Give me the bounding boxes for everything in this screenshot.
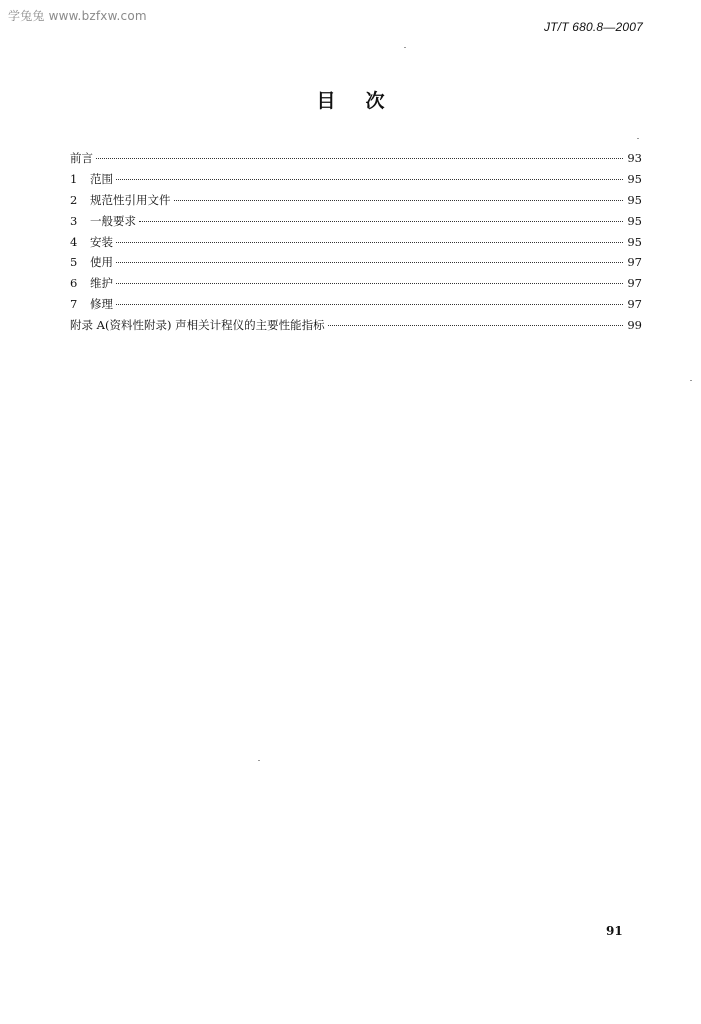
dot-leader [96,158,623,159]
toc-entry[interactable] [70,315,642,336]
toc-entry-label: 一般要求 [90,213,136,228]
toc-entry-number: 3 [70,213,78,228]
dot-leader [116,262,623,263]
toc-entry-page: 95 [627,234,642,249]
watermark-text: 学兔兔 www.bzfxw.com [8,9,147,23]
toc-entry-label: 范围 [90,171,113,186]
scan-speck [637,138,639,139]
scan-speck [690,380,692,381]
toc-entry[interactable] [70,211,642,232]
dot-leader [116,304,623,305]
toc-entry-number: 5 [70,255,78,270]
toc-entry-label: 附录 A(资料性附录) 声相关计程仪的主要性能指标 [70,318,325,333]
toc-entry-label: 规范性引用文件 [90,192,171,207]
toc-entry-number: 7 [70,297,78,312]
toc-entry-page: 95 [627,171,642,186]
toc-entry[interactable] [70,294,642,315]
dot-leader [116,283,623,284]
dot-leader [139,221,623,222]
standard-code: JT/T 680.8—2007 [543,20,643,34]
toc-entry-page: 97 [627,276,642,291]
dot-leader [174,200,624,201]
toc-entry-page: 99 [627,318,642,333]
toc-entry-label: 维护 [90,276,113,291]
toc-entry-page: 95 [627,192,642,207]
dot-leader [116,179,623,180]
toc-entry[interactable] [70,190,642,211]
toc-entry[interactable] [70,169,642,190]
toc-entry-page: 95 [627,213,642,228]
page-number: 91 [606,924,623,938]
toc-entry-number: 6 [70,276,78,291]
toc-entry[interactable] [70,148,642,169]
toc-entry[interactable] [70,252,642,273]
toc-entry[interactable] [70,273,642,294]
dot-leader [116,242,623,243]
toc-entry-label: 修理 [90,297,113,312]
toc-entry-page: 93 [627,151,642,165]
dot-leader [328,325,623,326]
toc-entry-page: 97 [627,297,642,312]
table-of-contents [70,148,642,336]
page-title: 目次 [316,90,415,112]
scan-speck [258,760,260,761]
scan-speck [404,47,406,48]
toc-entry-label: 安装 [90,234,113,249]
toc-entry[interactable] [70,232,642,253]
toc-entry-label: 使用 [90,255,113,270]
toc-entry-number: 2 [70,192,78,207]
toc-entry-number: 4 [70,234,78,249]
toc-entry-page: 97 [627,255,642,270]
toc-entry-label: 前言 [70,151,93,165]
toc-entry-number: 1 [70,171,78,186]
